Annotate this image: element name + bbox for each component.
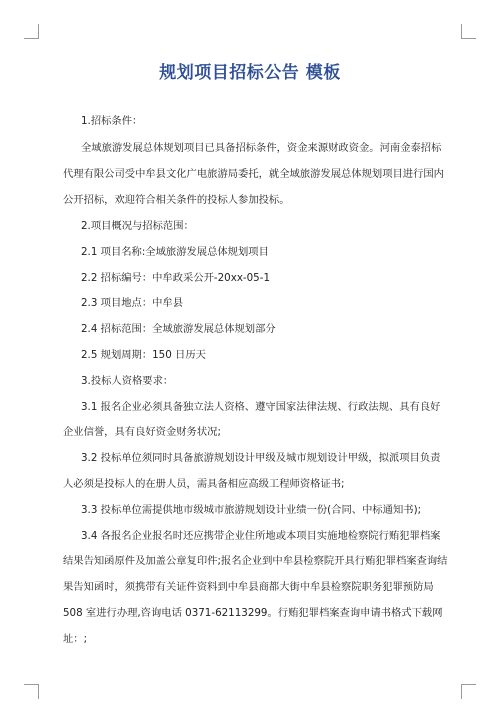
paragraph-line: 公开招标，欢迎符合相关条件的投标人参加投标。 — [63, 194, 290, 206]
paragraph-line: 代理有限公司受中牟县文化广电旅游局委托，就全域旅游发展总体规划项目进行国内 — [63, 168, 444, 180]
paragraph-line: 果告知函时，须携带有关证件资料到中牟县商都大街中牟县检察院职务犯罪预防局 — [63, 581, 434, 593]
crop-mark-bottom-left — [24, 684, 39, 699]
crop-mark-top-right — [461, 24, 476, 39]
paragraph-line: 全域旅游发展总体规划项目已具备招标条件，资金来源财政资金。河南金泰招标 — [81, 142, 442, 154]
paragraph-line: 人必须是投标人的在册人员，需具备相应高级工程师资格证书; — [63, 478, 345, 490]
list-item: 2.2 招标编号：中牟政采公开-20xx-05-1 — [81, 272, 271, 284]
list-item: 2.4 招标范围：全域旅游发展总体规划部分 — [81, 323, 276, 335]
list-item: 2.3 项目地点：中牟县 — [81, 297, 184, 309]
paragraph-line: 3.2 投标单位须同时具备旅游规划设计甲级及城市规划设计甲级，拟派项目负责 — [81, 452, 441, 464]
section-heading-qualifications: 3.投标人资格要求： — [81, 375, 174, 387]
paragraph-line: 址：; — [63, 633, 88, 645]
section-heading-conditions: 1.招标条件： — [81, 115, 143, 127]
list-item: 2.5 规划周期：150 日历天 — [81, 349, 206, 361]
crop-mark-bottom-right — [461, 684, 476, 699]
crop-mark-top-left — [24, 24, 39, 39]
document-title: 规划项目招标公告 模板 — [159, 63, 341, 83]
paragraph-line: 508 室进行办理,咨询电话 0371-62113299。行贿犯罪档案查询申请书格式下载网 — [63, 607, 443, 619]
paragraph-line: 3.4 各报名企业报名时还应携带企业住所地或本项目实施地检察院行贿犯罪档案 — [81, 530, 441, 542]
paragraph-line: 3.1 报名企业必须具备独立法人资格、遵守国家法律法规、行政法规、具有良好 — [81, 401, 441, 413]
section-heading-scope: 2.项目概况与招标范围： — [81, 220, 194, 232]
paragraph-line: 3.3 投标单位需提供地市级城市旅游规划设计业绩一份(合同、中标通知书); — [81, 504, 422, 516]
paragraph-line: 结果告知函原件及加盖公章复印件;报名企业到中牟县检察院开具行贿犯罪档案查询结 — [63, 555, 448, 567]
list-item: 2.1 项目名称:全域旅游发展总体规划项目 — [81, 246, 269, 258]
paragraph-line: 企业信誉，具有良好资金财务状况; — [63, 426, 221, 438]
